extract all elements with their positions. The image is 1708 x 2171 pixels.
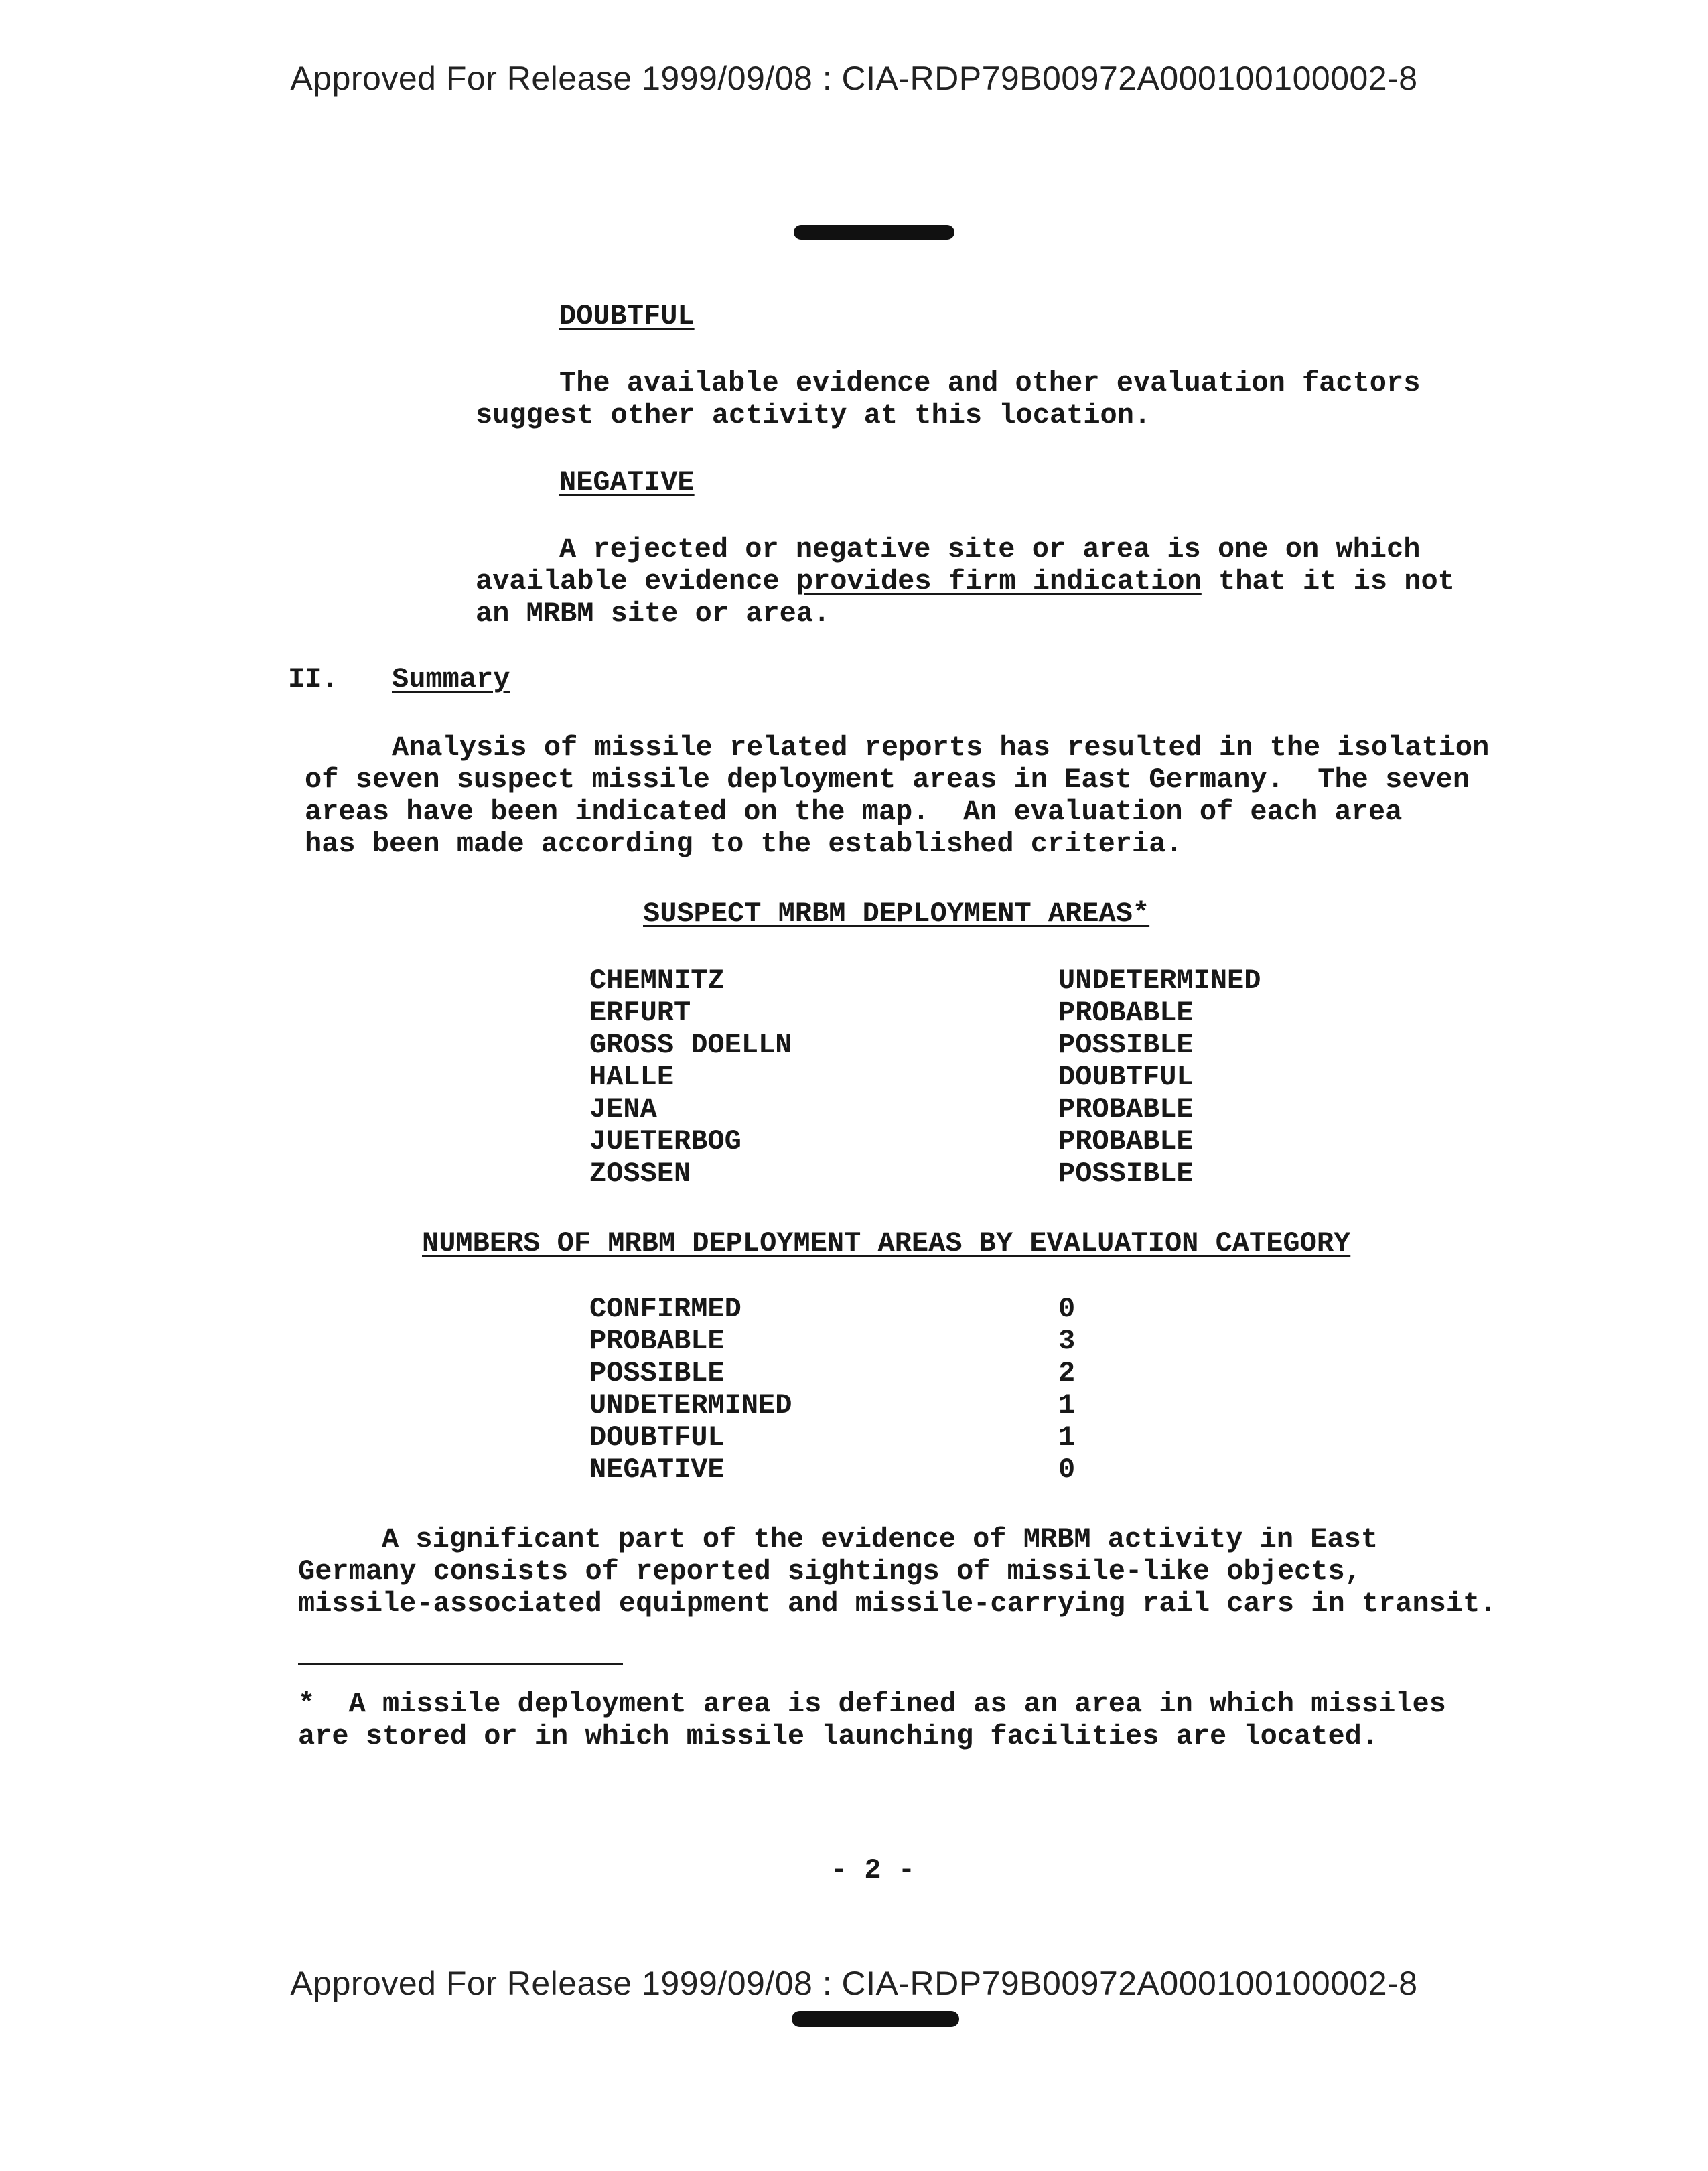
negative-text-line-2-end: that it is not <box>1201 565 1455 598</box>
negative-text-line-2 <box>476 565 1455 598</box>
table-row-category: DOUBTFUL <box>589 1421 725 1454</box>
summary-heading: Summary <box>392 663 510 695</box>
release-header: Approved For Release 1999/09/08 : CIA-RDP79B00972A000100100002-8 <box>290 60 1418 97</box>
table-row-count: 0 <box>1058 1293 1076 1325</box>
table-row-evaluation: POSSIBLE <box>1058 1029 1194 1061</box>
table-row-count: 1 <box>1058 1389 1076 1421</box>
table-row-area: JUETERBOG <box>589 1125 741 1158</box>
footnote-rule <box>298 1663 623 1665</box>
evidence-para-line-1: A significant part of the evidence of MRBM activity in East <box>382 1523 1378 1555</box>
table-row-evaluation: PROBABLE <box>1058 1093 1194 1125</box>
negative-text-line-2-start: available evidence <box>476 565 796 598</box>
redaction-bar-bottom <box>792 2011 959 2027</box>
page-number: - 2 - <box>831 1854 916 1886</box>
table-row-evaluation: DOUBTFUL <box>1058 1061 1194 1093</box>
table-row-count: 0 <box>1058 1454 1076 1486</box>
summary-para-line-3: areas have been indicated on the map. An evaluation of each area <box>305 796 1403 828</box>
negative-text-emphasis: provides firm indication <box>796 565 1202 598</box>
table-row-count: 3 <box>1058 1325 1076 1357</box>
table-row-evaluation: PROBABLE <box>1058 1125 1194 1158</box>
table-row-category: UNDETERMINED <box>589 1389 792 1421</box>
table-row-category: CONFIRMED <box>589 1293 741 1325</box>
footnote-line-2: are stored or in which missile launching facilities are located. <box>298 1720 1379 1752</box>
negative-text-line-3: an MRBM site or area. <box>476 598 831 630</box>
table-row-area: ZOSSEN <box>589 1158 691 1190</box>
table-row-area: CHEMNITZ <box>589 965 725 997</box>
section-numeral: II. <box>288 663 339 695</box>
table-row-category: NEGATIVE <box>589 1454 725 1486</box>
summary-para-line-4: has been made according to the established criteria. <box>305 828 1183 860</box>
summary-para-line-2: of seven suspect missile deployment areas in East Germany. The seven <box>305 764 1470 796</box>
table-row-count: 2 <box>1058 1357 1076 1389</box>
table-row-area: ERFURT <box>589 997 691 1029</box>
summary-para-line-1: Analysis of missile related reports has resulted in the isolation <box>392 731 1490 764</box>
negative-heading: NEGATIVE <box>559 466 695 498</box>
table-row-area: GROSS DOELLN <box>589 1029 792 1061</box>
doubtful-text-line-2: suggest other activity at this location. <box>476 399 1151 431</box>
doubtful-text-line-1: The available evidence and other evaluation factors <box>559 367 1421 399</box>
table-row-area: JENA <box>589 1093 657 1125</box>
footnote-line-1: * A missile deployment area is defined as an area in which missiles <box>298 1688 1446 1720</box>
release-footer: Approved For Release 1999/09/08 : CIA-RDP79B00972A000100100002-8 <box>290 1965 1418 2002</box>
areas-table-title: SUSPECT MRBM DEPLOYMENT AREAS* <box>643 898 1150 930</box>
table-row-evaluation: POSSIBLE <box>1058 1158 1194 1190</box>
evidence-para-line-2: Germany consists of reported sightings of missile-like objects, <box>298 1555 1362 1588</box>
evidence-para-line-3: missile-associated equipment and missile-carrying rail cars in transit. <box>298 1588 1497 1620</box>
table-row-evaluation: PROBABLE <box>1058 997 1194 1029</box>
counts-table-title: NUMBERS OF MRBM DEPLOYMENT AREAS BY EVALUATION CATEGORY <box>422 1227 1351 1259</box>
table-row-area: HALLE <box>589 1061 674 1093</box>
redaction-bar-top <box>794 225 954 240</box>
table-row-category: POSSIBLE <box>589 1357 725 1389</box>
table-row-count: 1 <box>1058 1421 1076 1454</box>
doubtful-heading: DOUBTFUL <box>559 300 695 332</box>
table-row-evaluation: UNDETERMINED <box>1058 965 1261 997</box>
table-row-category: PROBABLE <box>589 1325 725 1357</box>
negative-text-line-1: A rejected or negative site or area is one on which <box>559 533 1421 565</box>
